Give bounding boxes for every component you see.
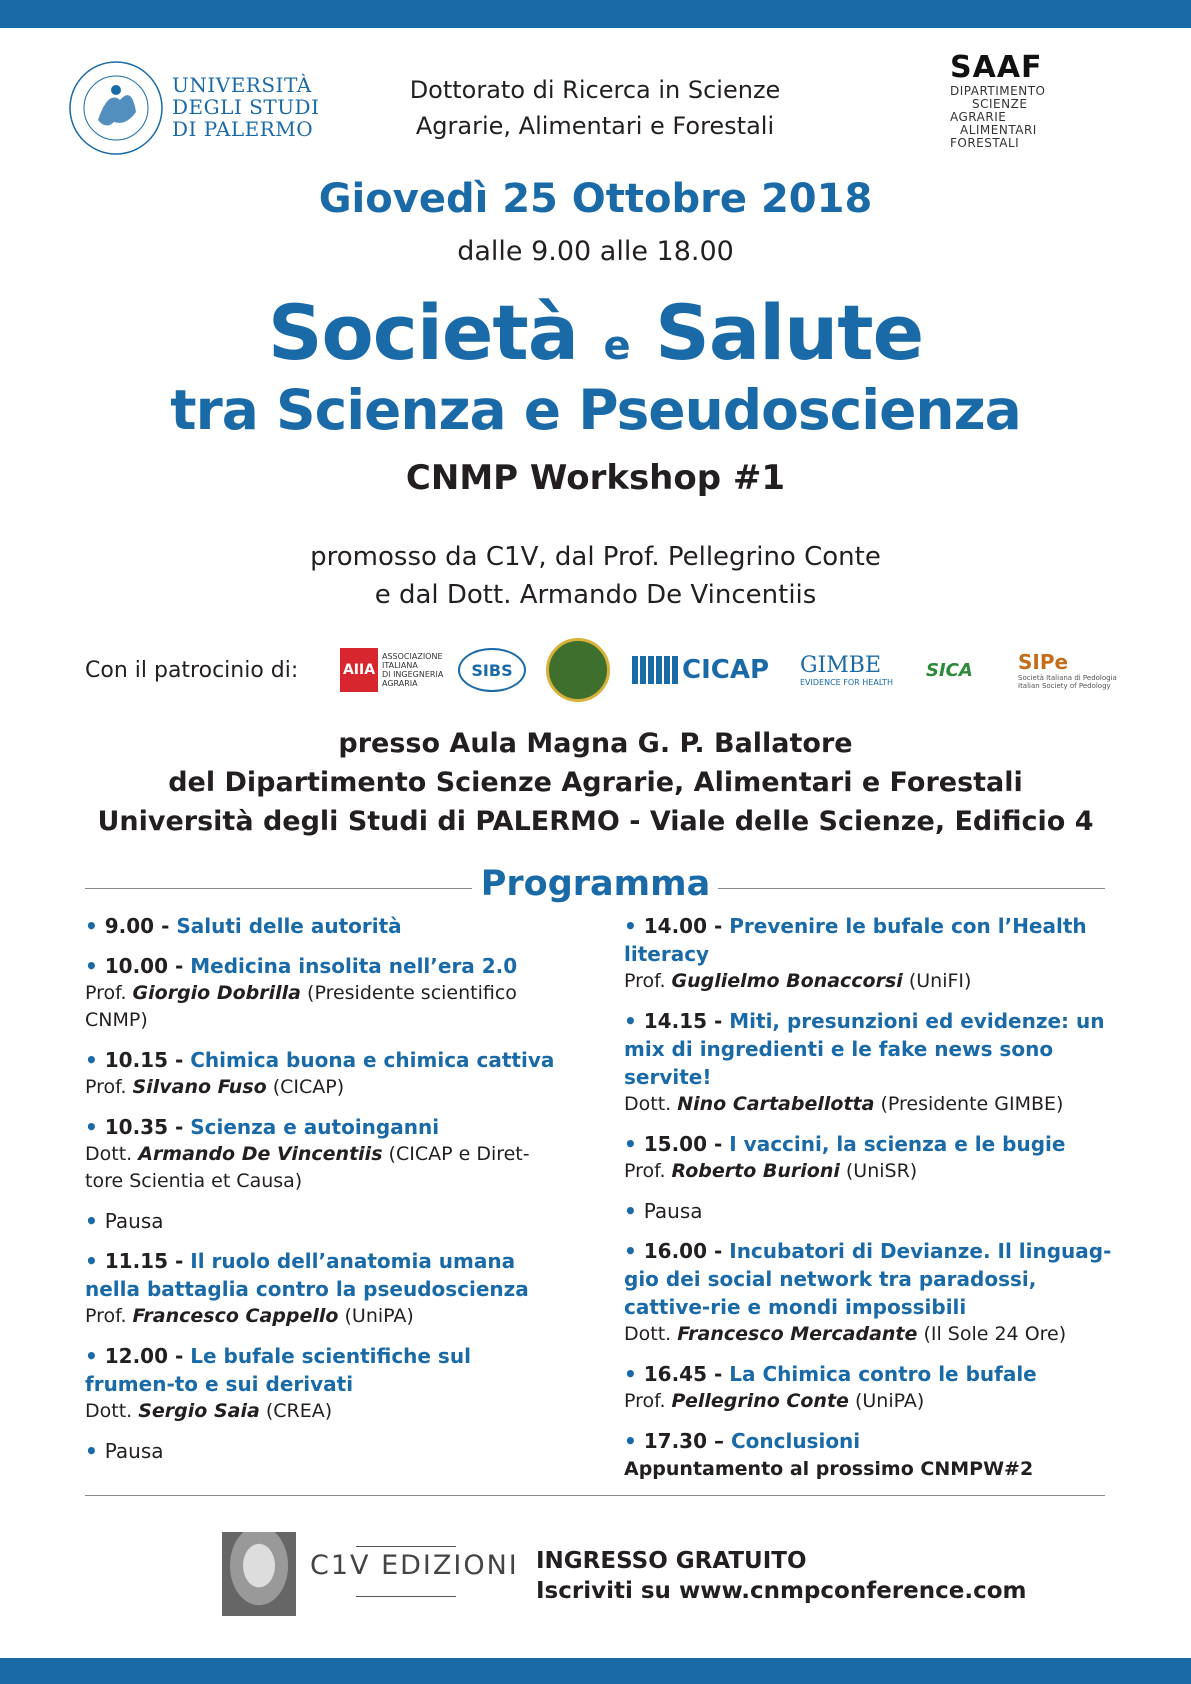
program-speaker [85,1074,555,1101]
speaker-affiliation: (Presidente GIMBE) [874,1093,1064,1115]
speaker-name: Silvano Fuso [132,1076,267,1098]
cicap-logo [632,640,769,700]
program-item [624,912,1114,995]
venue [0,724,1191,841]
speaker-name: Sergio Saia [138,1400,260,1422]
top-color-bar [0,0,1191,28]
program-time: 16.45 [643,1362,708,1386]
program-separator: - [168,1115,191,1139]
speaker-affiliation: (Il Sole 24 Ore) [917,1323,1067,1345]
aiia-mark: AIIA [340,648,378,692]
program-separator: - [168,1344,191,1368]
aiia-text [382,652,443,688]
program-item-head [624,1360,1114,1388]
speaker-affiliation: (UniPA) [338,1305,414,1327]
program-item [85,1046,555,1101]
speaker-affiliation: (UniPA) [848,1390,925,1412]
program-item-head [85,1046,555,1074]
aiia-logo [340,640,443,700]
bottom-color-bar [0,1658,1191,1684]
program-time: 10.15 [104,1048,169,1072]
signup-link[interactable]: Iscriviti su www.cnmpconference.com [536,1578,1027,1604]
speaker-title: Prof. [85,1305,133,1327]
program-item-head [624,1197,1114,1225]
bullet-icon: • [85,1048,105,1072]
program-item [85,1342,555,1425]
program-time: 16.00 [643,1239,708,1263]
program-item-head [85,1113,555,1141]
aiia-text-line: DI INGEGNERIA [382,670,444,679]
venue-line: Università degli Studi di PALERMO - Viale delle Scienze, Edificio 4 [97,806,1094,837]
workshop-name: CNMP Workshop #1 [405,458,786,498]
bullet-icon: • [624,1239,644,1263]
pause-label: Pausa [104,1209,164,1233]
speaker-title: Dott. [85,1143,139,1165]
speaker-affiliation: (CREA) [259,1400,333,1422]
publisher-rule-bottom [356,1596,456,1597]
speaker-name: Guglielmo Bonaccorsi [671,970,903,992]
program-item [85,1437,555,1465]
program-item-head [624,912,1114,968]
bullet-icon: • [624,914,644,938]
event-title-line2: tra Scienza e Pseudoscienza [170,378,1021,442]
program-title: Medicina insolita nell’era 2.0 [190,954,518,978]
program-item [624,1130,1114,1185]
saaf-subtitle [950,85,1080,150]
bullet-icon: • [85,914,105,938]
speaker-affiliation: (CICAP) [266,1076,345,1098]
pause-label: Pausa [643,1199,703,1223]
speaker-affiliation: (CICAP e Diret-tore Scientia et Causa) [85,1143,530,1192]
program-item-head [85,952,555,980]
program-title: Miti, presunzioni ed evidenze: un mix di ingredienti e le fake news sono servite! [624,1009,1105,1089]
program-time: 12.00 [104,1344,169,1368]
program-title: La Chimica contro le bufale [729,1362,1037,1386]
program-separator: - [168,1048,191,1072]
program-item [624,1197,1114,1225]
venue-line: del Dipartimento Scienze Agrarie, Alimentari e Forestali [168,767,1023,798]
closing-note: Appuntamento al prossimo CNMPW#2 [624,1458,1034,1480]
university-line: UNIVERSITÀ [172,73,312,97]
doctorate-heading [340,72,850,144]
title-word: Società [267,288,579,377]
speaker-title: Dott. [624,1093,678,1115]
speaker-name: Francesco Mercadante [677,1323,918,1345]
sica-word: SICA [926,659,973,681]
program-separator: - [168,954,191,978]
program-title: Chimica buona e chimica cattiva [190,1048,555,1072]
speaker-name: Roberto Burioni [671,1160,840,1182]
program-title: Conclusioni [730,1429,861,1453]
university-line: DEGLI STUDI [172,95,320,119]
sipe-subtitle [1018,674,1117,690]
programma-left-column [85,912,555,1477]
program-title: Saluti delle autorità [176,914,402,938]
program-item [624,1427,1114,1483]
speaker-title: Prof. [85,1076,133,1098]
program-separator: - [707,1239,730,1263]
misa-logo [546,640,610,700]
sipe-sub-line: Società Italiana di Pedologia [1018,674,1117,682]
program-separator: - [707,1009,730,1033]
program-item-head [624,1007,1114,1091]
program-item [624,1360,1114,1415]
program-item-head [624,1130,1114,1158]
aiia-text-line: ITALIANA [382,661,418,670]
program-item-head [85,1247,555,1303]
speaker-title: Dott. [624,1323,678,1345]
bullet-icon: • [85,1344,105,1368]
publisher-name: C1V EDIZIONI [310,1550,519,1581]
promo-line: e dal Dott. Armando De Vincentiis [374,580,817,610]
program-time: 11.15 [104,1249,169,1273]
saaf-title: SAAF [950,50,1043,85]
free-entry: INGRESSO GRATUITO [536,1548,807,1574]
program-speaker [624,968,1114,995]
saaf-sub-line: SCIENZE [972,97,1028,111]
program-speaker [85,1141,555,1195]
cicap-word: CICAP [682,655,770,685]
program-item [624,1237,1114,1348]
saaf-sub-line: DIPARTIMENTO [950,84,1046,98]
galileo-portrait-icon [222,1532,296,1616]
bullet-icon: • [85,1209,105,1233]
bullet-icon: • [624,1199,644,1223]
programma-title: Programma [480,864,711,904]
speaker-name: Francesco Cappello [132,1305,339,1327]
speaker-title: Prof. [624,1160,672,1182]
title-word: Salute [655,288,924,377]
bullet-icon: • [85,1439,105,1463]
program-speaker [85,1303,555,1330]
speaker-title: Prof. [624,970,672,992]
sipe-sub-line: Italian Society of Pedology [1018,682,1111,690]
doctorate-line: Agrarie, Alimentari e Forestali [415,112,775,140]
program-title: Prevenire le bufale con l’Health literacy [624,914,1087,966]
program-title: I vaccini, la scienza e le bugie [729,1132,1066,1156]
program-speaker [624,1158,1114,1185]
speaker-title: Dott. [85,1400,139,1422]
program-item [85,1247,555,1330]
program-item-head [85,912,555,940]
program-item-head [85,1207,555,1235]
registration-info [536,1546,1027,1606]
university-name [172,74,319,140]
program-item-head [624,1427,1114,1455]
speaker-name: Pellegrino Conte [671,1390,849,1412]
program-item [85,912,555,940]
program-separator: - [168,1249,191,1273]
speaker-title: Prof. [624,1390,672,1412]
speaker-affiliation: (UniFI) [902,970,972,992]
saaf-logo [950,50,1080,170]
title-word: e [603,323,630,369]
gimbe-logo [800,640,893,700]
sipe-word: SIPe [1018,650,1069,674]
bullet-icon: • [624,1429,644,1453]
sica-logo [926,640,973,700]
program-separator: - [707,914,730,938]
program-speaker [624,1091,1114,1118]
cicap-grid-icon [632,656,678,684]
footer-rule [85,1495,1105,1496]
saaf-sub-line: AGRARIE [950,110,1007,124]
university-logo [68,60,328,160]
speaker-name: Nino Cartabellotta [677,1093,875,1115]
program-time: 15.00 [643,1132,708,1156]
speaker-title: Prof. [85,982,133,1004]
speaker-name: Armando De Vincentiis [138,1143,383,1165]
program-speaker [624,1321,1114,1348]
bullet-icon: • [85,1249,105,1273]
program-time: 10.35 [104,1115,169,1139]
bullet-icon: • [85,954,105,978]
program-time: 14.00 [643,914,708,938]
program-title: Le bufale scientifiche sul frumen-to e sui derivati [85,1344,471,1396]
promo-line: promosso da C1V, dal Prof. Pellegrino Conte [310,542,881,572]
gimbe-subtitle: EVIDENCE FOR HEALTH [800,678,894,687]
speaker-affiliation: (Presidente scientifico CNMP) [85,982,517,1031]
misa-emblem-icon [546,638,610,702]
university-seal-icon [68,60,164,156]
programma-right-column [624,912,1114,1495]
program-item [85,952,555,1034]
program-separator: - [154,914,177,938]
program-title: Incubatori di Devianze. Il linguag-gio dei social network tra paradossi, cattive-rie e mondi impossibili [624,1239,1112,1319]
program-time: 17.30 [643,1429,708,1453]
program-item [85,1113,555,1195]
program-time: 14.15 [643,1009,708,1033]
program-speaker [85,1398,555,1425]
program-item [85,1207,555,1235]
program-speaker [85,980,555,1034]
doctorate-line: Dottorato di Ricerca in Scienze [409,76,781,104]
bullet-icon: • [85,1115,105,1139]
saaf-sub-line: FORESTALI [950,136,1020,150]
program-speaker [624,1388,1114,1415]
university-line: DI PALERMO [172,117,314,141]
aiia-text-line: AGRARIA [382,679,418,688]
program-time: 10.00 [104,954,169,978]
program-time: 9.00 [104,914,155,938]
program-item [624,1007,1114,1118]
event-time: dalle 9.00 alle 18.00 [457,236,734,267]
program-separator: - [707,1132,730,1156]
program-item-head [624,1237,1114,1321]
program-item-head [85,1437,555,1465]
program-title: Il ruolo dell’anatomia umana nella battaglia contro la pseudoscienza [85,1249,529,1301]
venue-line: presso Aula Magna G. P. Ballatore [338,728,853,759]
bullet-icon: • [624,1132,644,1156]
gimbe-word: GIMBE [800,653,882,678]
bullet-icon: • [624,1362,644,1386]
program-item-head [85,1342,555,1398]
event-date: Giovedì 25 Ottobre 2018 [318,176,873,222]
patronage-label: Con il patrocinio di: [85,658,299,683]
sibs-mark: SIBS [458,648,526,692]
bullet-icon: • [624,1009,644,1033]
aiia-text-line: ASSOCIAZIONE [382,652,443,661]
program-separator: – [707,1429,731,1453]
program-title: Scienza e autoinganni [190,1115,440,1139]
sipe-logo [1018,640,1117,700]
promoters [0,538,1191,614]
program-separator: - [707,1362,730,1386]
speaker-affiliation: (UniSR) [839,1160,918,1182]
saaf-sub-line: ALIMENTARI [960,123,1037,137]
pause-label: Pausa [104,1439,164,1463]
speaker-name: Giorgio Dobrilla [132,982,301,1004]
publisher-rule-top [356,1546,456,1547]
event-title-line1 [0,288,1191,377]
sibs-logo [458,640,526,700]
